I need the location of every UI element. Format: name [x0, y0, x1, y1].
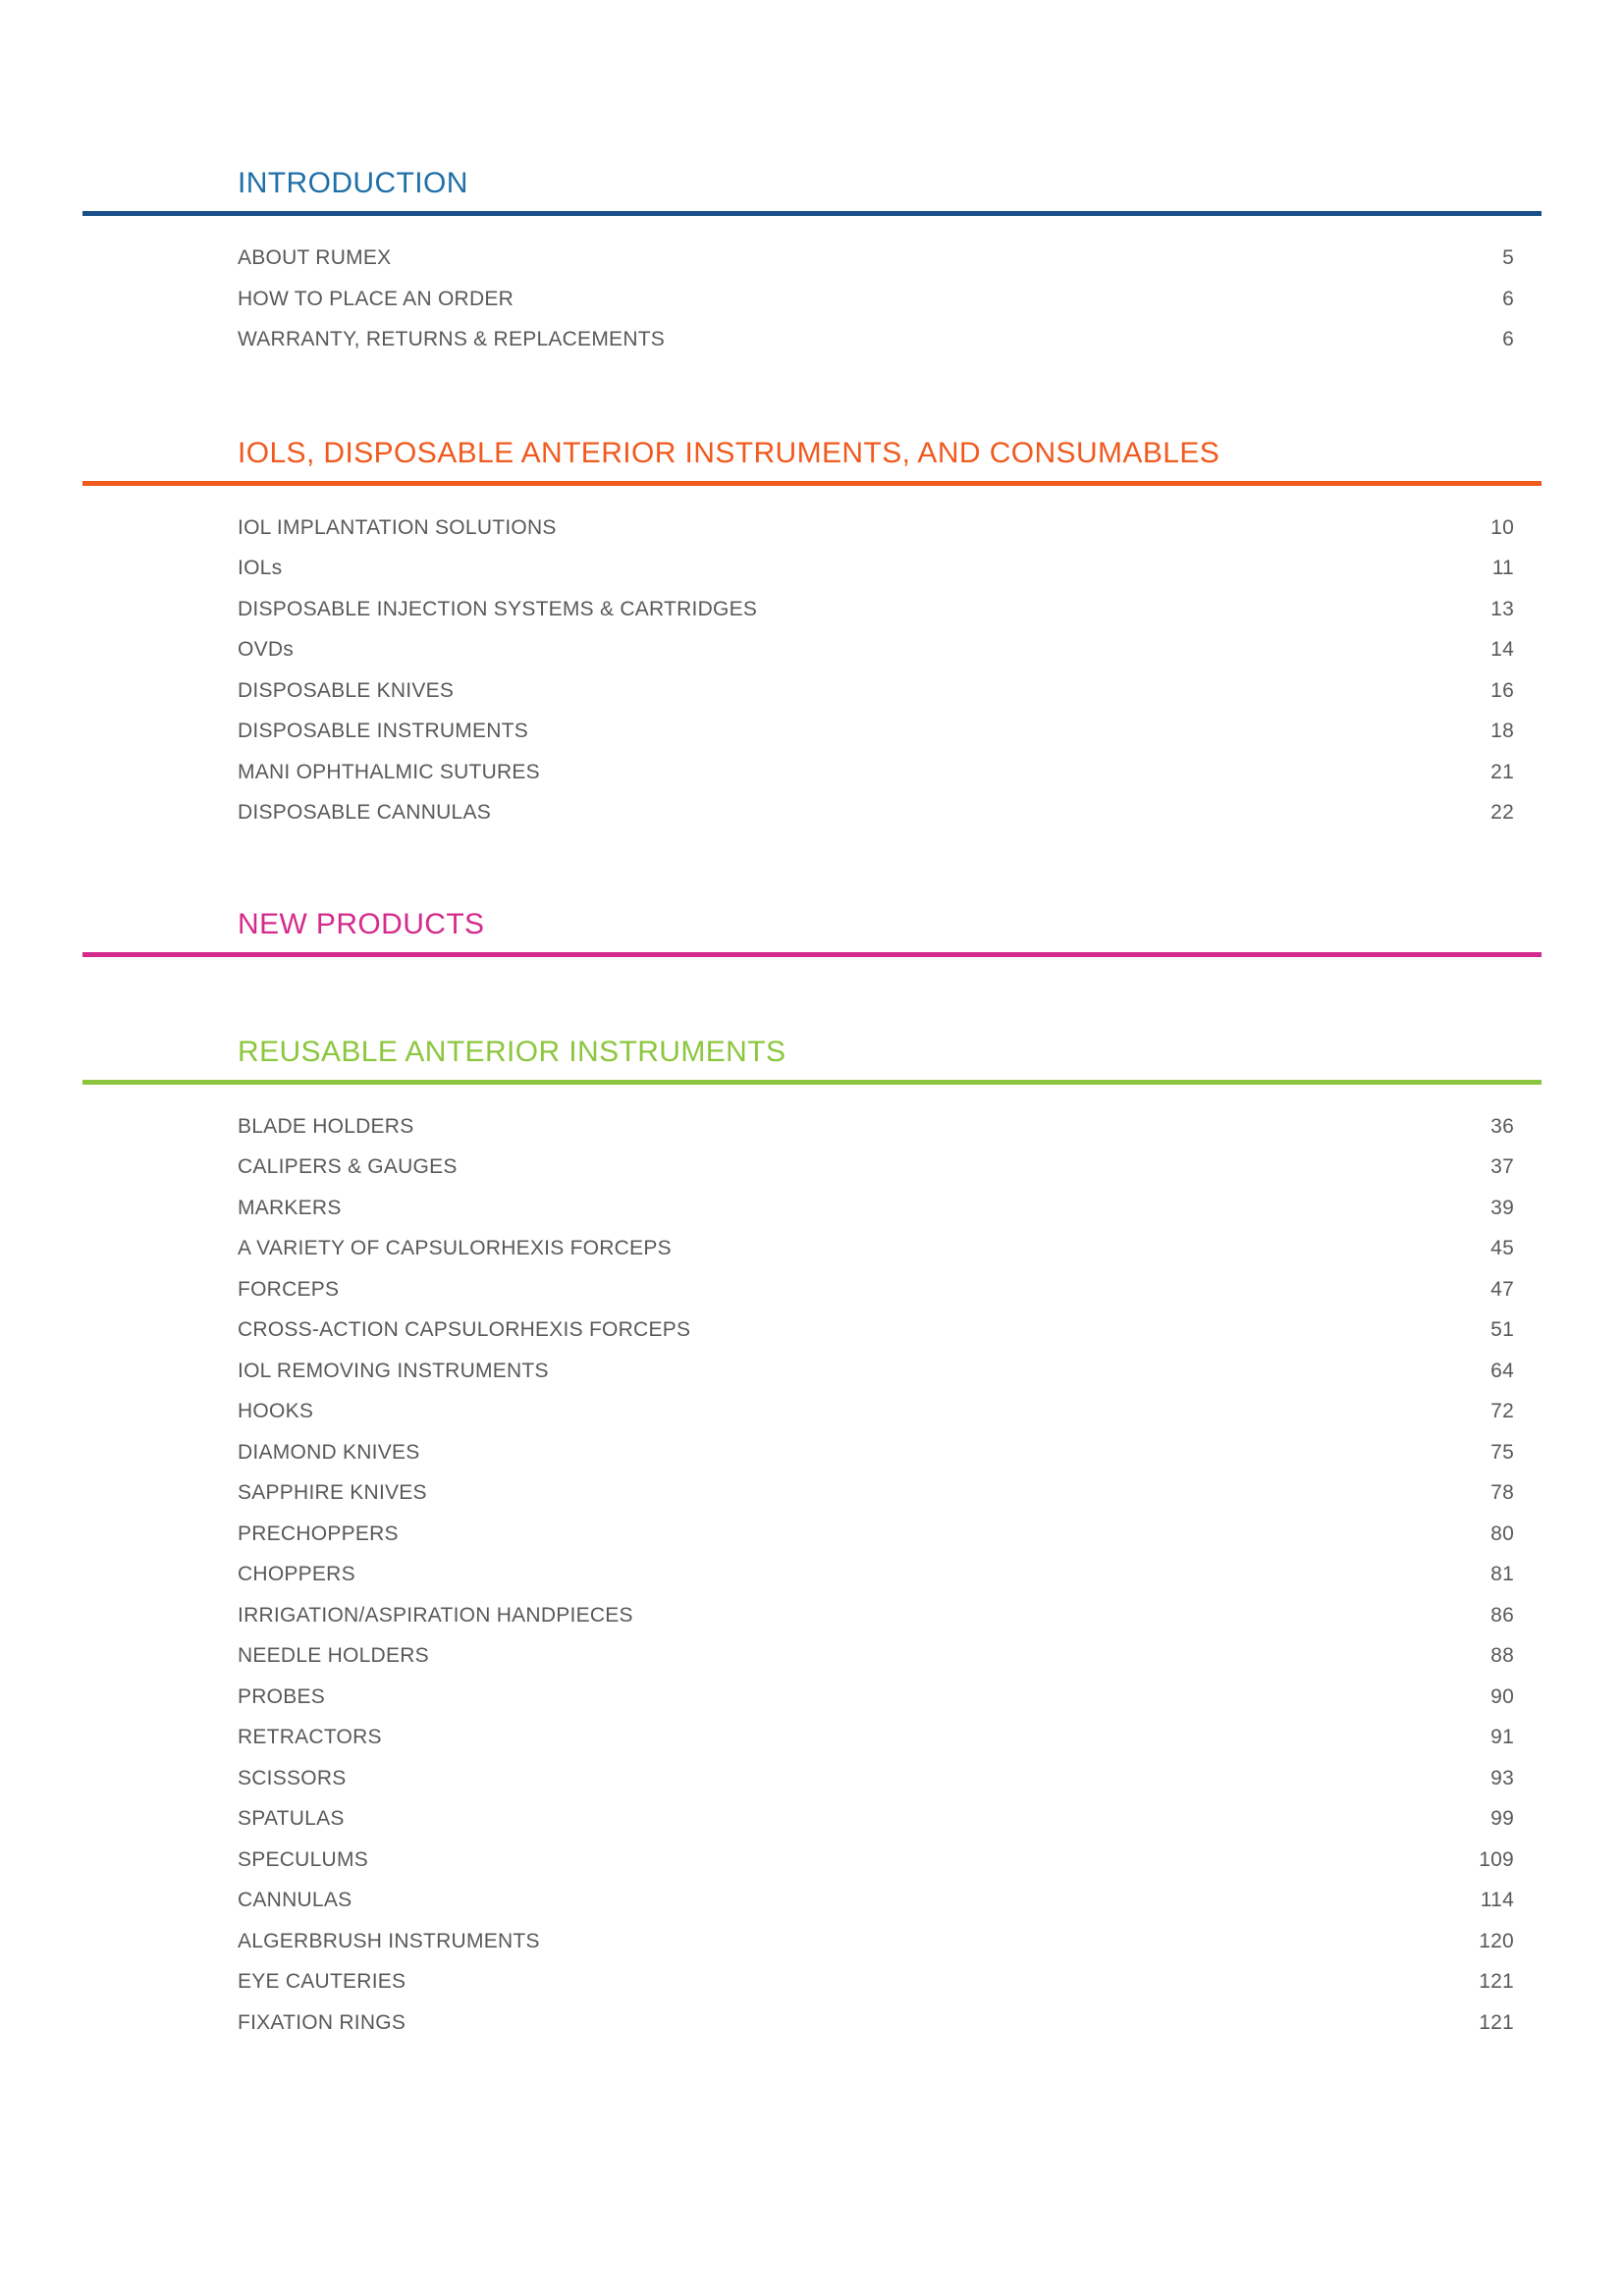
toc-entry-title: FORCEPS: [238, 1277, 340, 1301]
toc-entry-page: 64: [1490, 1359, 1514, 1382]
toc-entry-page: 18: [1490, 720, 1514, 742]
section-divider: [82, 952, 1542, 957]
toc-entry-title: HOW TO PLACE AN ORDER: [238, 287, 514, 310]
toc-entry[interactable]: [238, 1472, 1514, 1514]
toc-entry[interactable]: [238, 1595, 1514, 1636]
toc-entry[interactable]: [238, 792, 1514, 833]
toc-entry[interactable]: [238, 752, 1514, 793]
toc-entry[interactable]: [238, 1635, 1514, 1677]
toc-entry-title: HOOKS: [238, 1400, 314, 1422]
section-entries: [82, 238, 1542, 360]
toc-entry[interactable]: [238, 1269, 1514, 1310]
toc-entry[interactable]: [238, 1228, 1514, 1269]
toc-entry-title: CALIPERS & GAUGES: [238, 1155, 458, 1178]
toc-entry-page: 121: [1479, 2010, 1514, 2034]
toc-entry-title: PRECHOPPERS: [238, 1522, 399, 1545]
toc-entry-title: DIAMOND KNIVES: [238, 1440, 420, 1464]
toc-entry-title: SCISSORS: [238, 1766, 347, 1789]
toc-entry-page: 36: [1490, 1114, 1514, 1138]
toc-section-reusable-anterior-instruments: [82, 1036, 1542, 2044]
toc-entry-page: 16: [1490, 678, 1514, 702]
toc-entry[interactable]: [238, 1351, 1514, 1392]
toc-entry[interactable]: [238, 279, 1514, 320]
toc-entry[interactable]: [238, 1840, 1514, 1881]
toc-entry-title: MARKERS: [238, 1196, 342, 1219]
toc-entry-title: IOL IMPLANTATION SOLUTIONS: [238, 515, 557, 539]
toc-entry-page: 72: [1490, 1400, 1514, 1422]
toc-entry-page: 10: [1490, 515, 1514, 539]
toc-entry-page: 21: [1490, 760, 1514, 783]
toc-entry-page: 86: [1490, 1603, 1514, 1627]
toc-entry-title: OVDs: [238, 638, 295, 661]
toc-entry[interactable]: [238, 1147, 1514, 1188]
toc-entry-page: 45: [1490, 1237, 1514, 1259]
toc-entry[interactable]: [238, 1677, 1514, 1718]
toc-entry-page: 6: [1502, 328, 1514, 350]
section-entries: [82, 507, 1542, 833]
toc-entry-page: 37: [1490, 1155, 1514, 1178]
section-divider: [82, 211, 1542, 216]
toc-entry[interactable]: [238, 548, 1514, 589]
toc-entry-title: IRRIGATION/ASPIRATION HANDPIECES: [238, 1603, 633, 1627]
toc-entry[interactable]: [238, 1717, 1514, 1758]
toc-entry-title: FIXATION RINGS: [238, 2010, 406, 2034]
toc-entry-page: 39: [1490, 1196, 1514, 1219]
toc-entry-page: 109: [1479, 1847, 1514, 1871]
toc-entry[interactable]: [238, 1432, 1514, 1473]
toc-entry-page: 90: [1490, 1684, 1514, 1708]
toc-section-introduction: [82, 167, 1542, 360]
section-title: REUSABLE ANTERIOR INSTRUMENTS: [238, 1035, 786, 1068]
toc-entry[interactable]: [238, 2002, 1514, 2044]
toc-entry-page: 99: [1490, 1807, 1514, 1830]
table-of-contents: [79, 167, 1545, 2043]
toc-entry-title: DISPOSABLE KNIVES: [238, 678, 455, 702]
toc-entry[interactable]: [238, 1758, 1514, 1799]
toc-entry[interactable]: [238, 629, 1514, 670]
toc-entry-page: 91: [1490, 1726, 1514, 1748]
toc-entry-title: ALGERBRUSH INSTRUMENTS: [238, 1929, 540, 1952]
section-spacer: [82, 833, 1542, 908]
toc-entry[interactable]: [238, 1961, 1514, 2002]
toc-entry-page: 47: [1490, 1277, 1514, 1301]
toc-entry-title: MANI OPHTHALMIC SUTURES: [238, 760, 540, 783]
section-spacer: [82, 360, 1542, 437]
toc-entry-title: IOLs: [238, 557, 283, 579]
toc-entry-page: 13: [1490, 597, 1514, 620]
toc-entry-page: 6: [1502, 287, 1514, 310]
toc-entry-page: 75: [1490, 1440, 1514, 1464]
toc-entry-page: 120: [1479, 1929, 1514, 1952]
toc-entry-page: 93: [1490, 1766, 1514, 1789]
toc-entry-title: WARRANTY, RETURNS & REPLACEMENTS: [238, 328, 666, 350]
section-divider: [82, 1080, 1542, 1085]
toc-section-iols: [82, 437, 1542, 833]
toc-entry[interactable]: [238, 589, 1514, 630]
toc-entry[interactable]: [238, 1921, 1514, 1962]
section-entries: [82, 1106, 1542, 2044]
toc-entry[interactable]: [238, 1514, 1514, 1555]
section-divider: [82, 481, 1542, 486]
toc-entry-title: A VARIETY OF CAPSULORHEXIS FORCEPS: [238, 1237, 672, 1259]
toc-entry-page: 11: [1491, 557, 1514, 579]
toc-entry-title: NEEDLE HOLDERS: [238, 1644, 429, 1667]
toc-entry[interactable]: [238, 1106, 1514, 1148]
toc-entry[interactable]: [238, 1309, 1514, 1351]
toc-entry-title: PROBES: [238, 1684, 326, 1708]
section-title: IOLS, DISPOSABLE ANTERIOR INSTRUMENTS, AND CONSUMABLES: [238, 436, 1220, 469]
section-spacer: [82, 979, 1542, 1036]
toc-entry[interactable]: [238, 1554, 1514, 1595]
toc-entry[interactable]: [238, 319, 1514, 360]
toc-entry-title: CANNULAS: [238, 1889, 352, 1911]
toc-entry[interactable]: [238, 238, 1514, 279]
toc-entry-title: BLADE HOLDERS: [238, 1114, 414, 1138]
section-title: NEW PRODUCTS: [238, 907, 485, 940]
toc-entry-title: DISPOSABLE INJECTION SYSTEMS & CARTRIDGES: [238, 597, 758, 620]
toc-entry-title: IOL REMOVING INSTRUMENTS: [238, 1359, 549, 1382]
toc-entry-title: DISPOSABLE CANNULAS: [238, 801, 492, 824]
section-title: INTRODUCTION: [238, 167, 468, 199]
toc-entry-title: SAPPHIRE KNIVES: [238, 1481, 427, 1504]
toc-entry-title: CROSS-ACTION CAPSULORHEXIS FORCEPS: [238, 1318, 691, 1341]
toc-entry-page: 51: [1490, 1318, 1514, 1341]
toc-entry[interactable]: [238, 507, 1514, 549]
toc-entry[interactable]: [238, 670, 1514, 712]
toc-entry-page: 80: [1490, 1522, 1514, 1545]
toc-entry-title: SPECULUMS: [238, 1847, 368, 1871]
toc-entry-title: ABOUT RUMEX: [238, 246, 392, 269]
toc-entry-title: SPATULAS: [238, 1807, 345, 1830]
toc-entry-title: EYE CAUTERIES: [238, 1970, 406, 1993]
toc-entry-title: DISPOSABLE INSTRUMENTS: [238, 720, 529, 742]
toc-entry-page: 78: [1490, 1481, 1514, 1504]
toc-entry[interactable]: [238, 711, 1514, 752]
toc-entry-page: 121: [1479, 1970, 1514, 1993]
toc-entry-page: 22: [1490, 801, 1514, 824]
toc-entry-page: 5: [1502, 246, 1514, 269]
toc-entry-page: 81: [1490, 1563, 1514, 1585]
toc-section-new-products: [82, 908, 1542, 957]
toc-entry-page: 88: [1490, 1644, 1514, 1667]
toc-entry-title: RETRACTORS: [238, 1726, 382, 1748]
toc-entry[interactable]: [238, 1798, 1514, 1840]
toc-entry-page: 14: [1490, 638, 1514, 661]
toc-entry[interactable]: [238, 1391, 1514, 1432]
toc-entry[interactable]: [238, 1880, 1514, 1921]
toc-entry-page: 114: [1480, 1889, 1514, 1911]
toc-entry[interactable]: [238, 1188, 1514, 1229]
toc-entry-title: CHOPPERS: [238, 1563, 355, 1585]
